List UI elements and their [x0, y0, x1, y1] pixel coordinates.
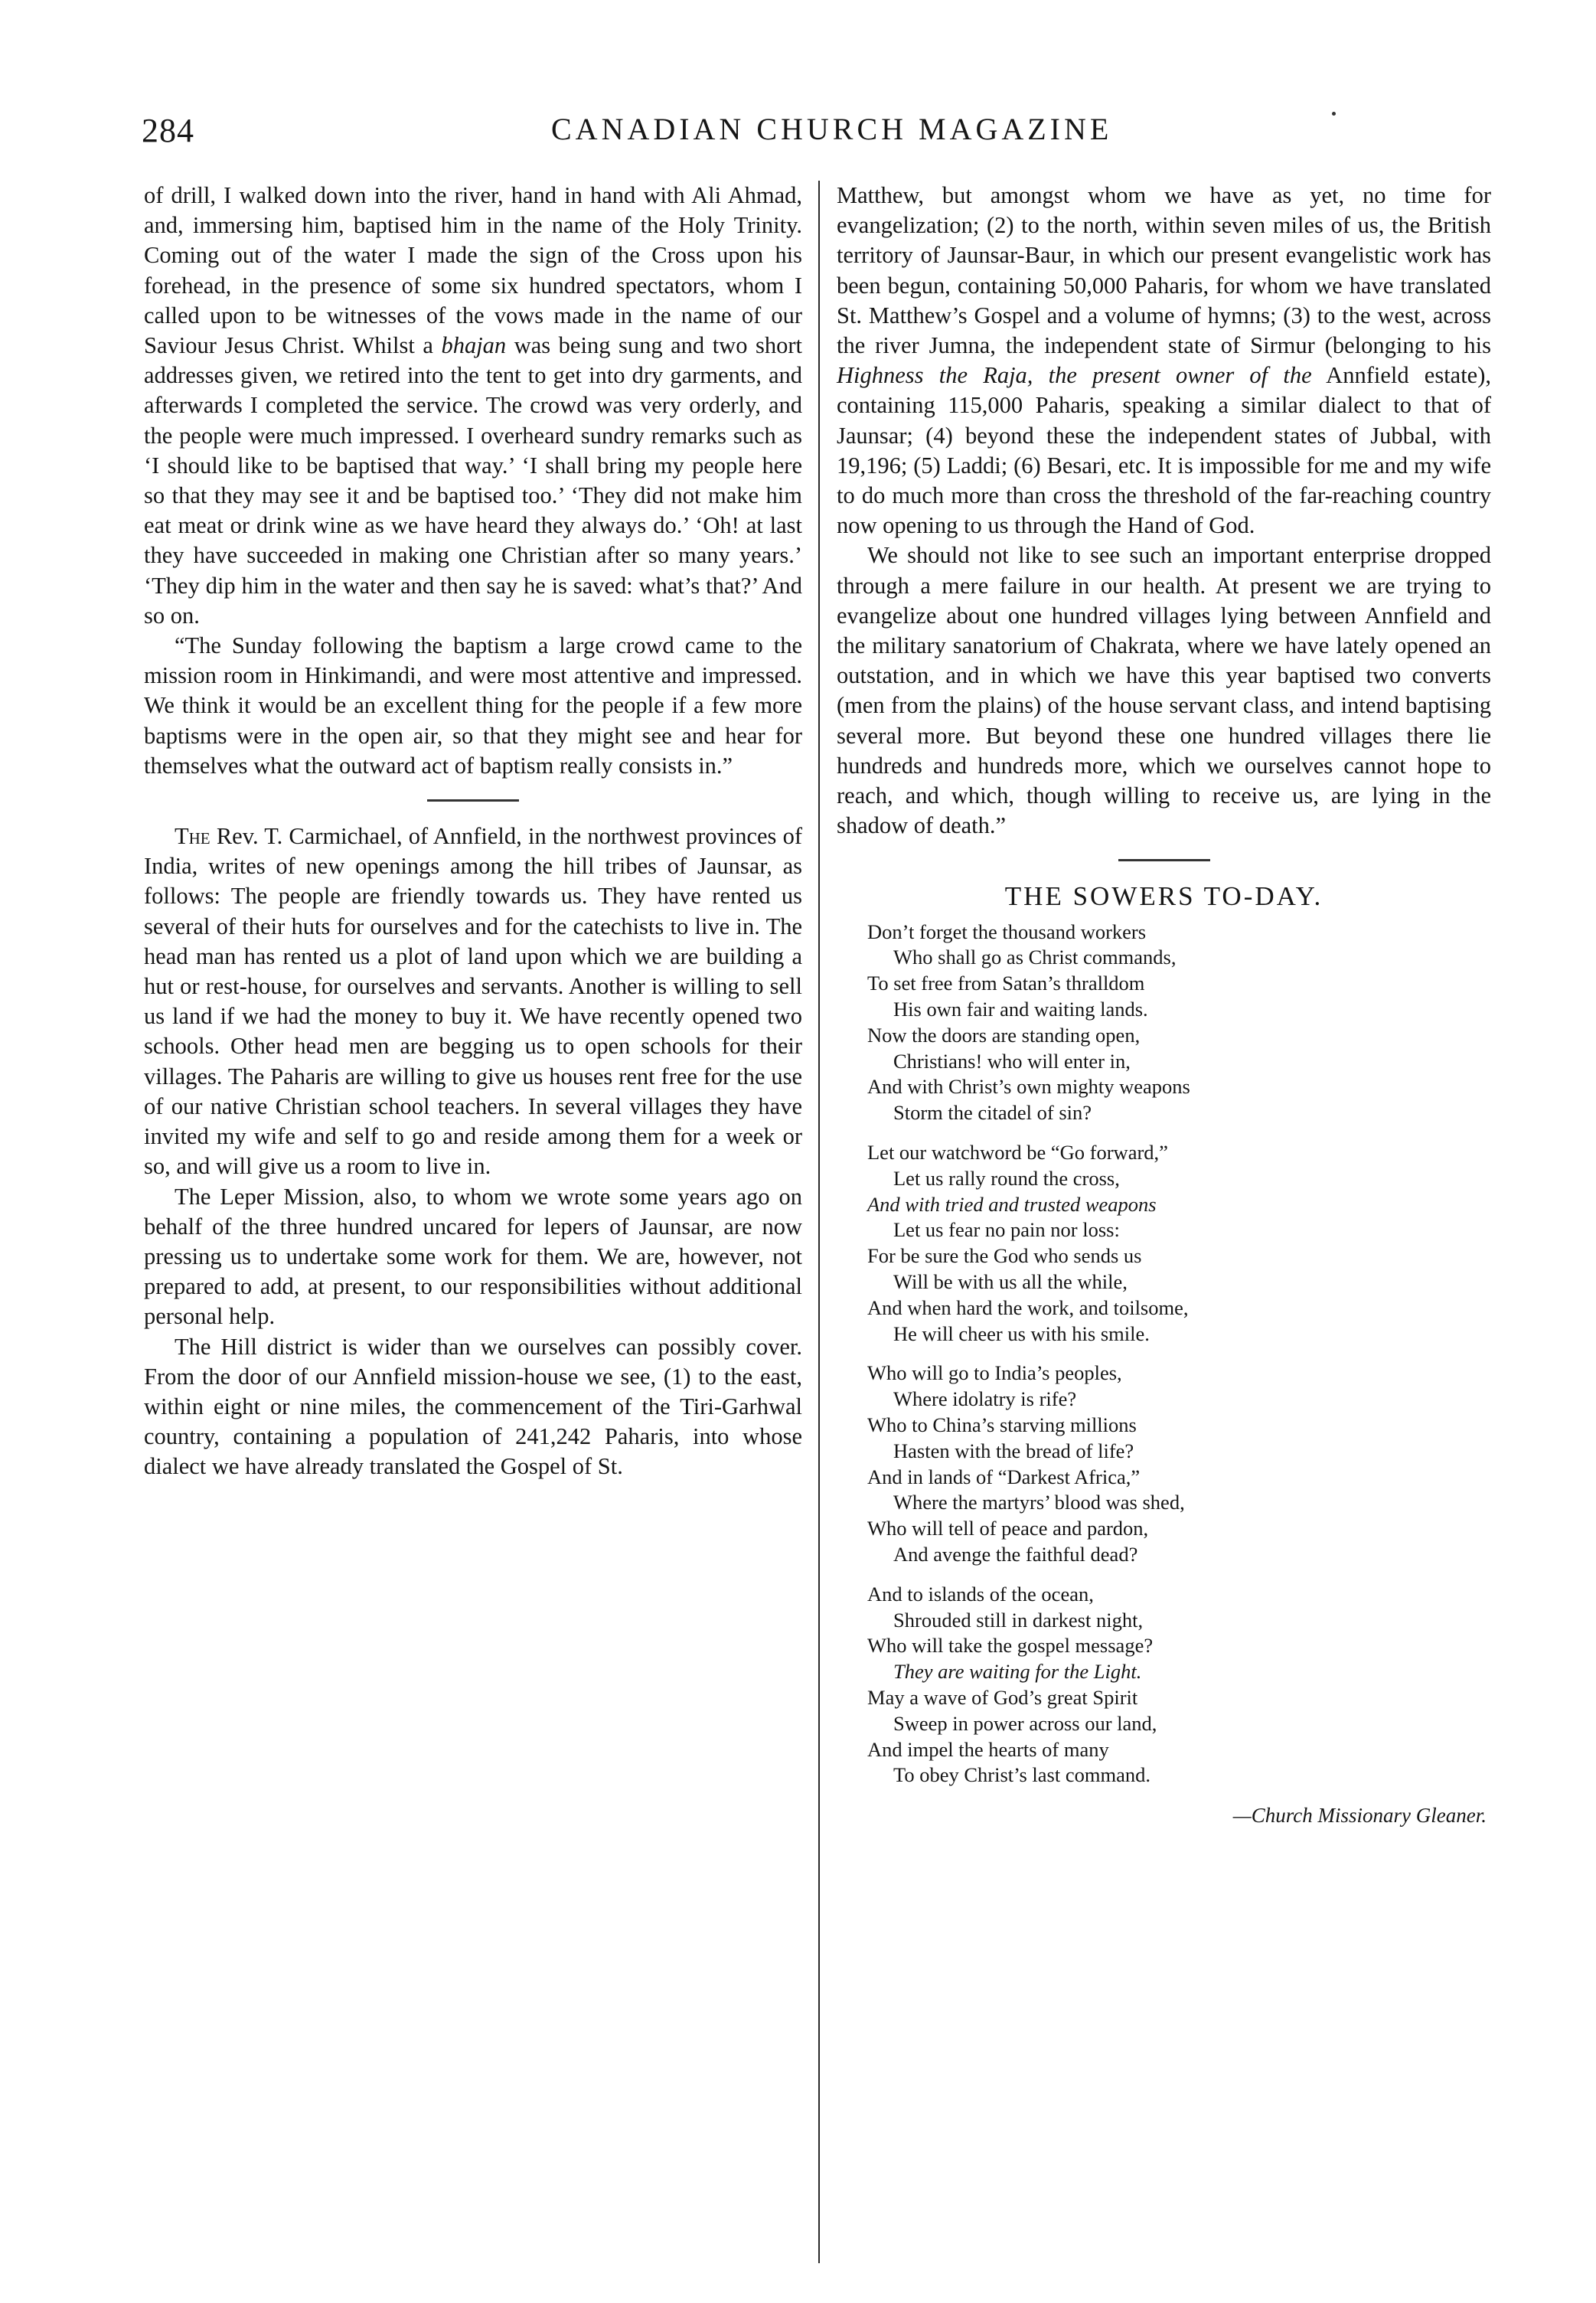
poem-line: Where idolatry is rife? [893, 1387, 1077, 1411]
left-column [144, 181, 802, 1482]
poem-line: May a wave of God’s great Spirit [867, 1685, 1138, 1709]
poem-line: To set free from Satan’s thralldom [867, 972, 1145, 995]
poem-line: His own fair and waiting lands. [893, 998, 1148, 1021]
poem-line: Who to China’s starving millions [867, 1413, 1137, 1437]
poem-body [837, 920, 1491, 1789]
poem-line: Let our watchword be “Go forward,” [867, 1141, 1168, 1165]
paragraph: The Leper Mission, also, to whom we wrote some years ago on behalf of the three hundred uncared for lepers of Jaunsar, are now pressing us to undertake some work for them. We are, however, not prepared to add, at present, to our responsibilities without additional personal help. [144, 1183, 802, 1330]
paragraph: of drill, I walked down into the river, hand in hand with Ali Ahmad, and, immersing him, baptised him in the name of the Holy Trinity. Coming out of the water I made the sign of the Cross upon his forehead, in the presence of some six hundred spectators, whom I called upon to be witnesses of the vows made in the name of our Saviour Jesus Christ. Whilst a bhajan was being sung and two short addresses given, we retired into the tent to get into dry garments, and afterwards I completed the service. The crowd was very orderly, and the people were much impressed. I overheard sundry remarks such as ‘I should like to be baptised that way.’ ‘I shall bring my people here so that they may see it and be baptised too.’ ‘They did not make him eat meat or drink wine as we have heard they always do.’ ‘Oh! at last they have succeeded in making one Christian after so many years.’ ‘They dip him in the water and then say he is saved: what’s that?’ And so on. [144, 182, 802, 629]
poem-line: Where the martyrs’ blood was shed, [893, 1491, 1185, 1514]
poem-line: Don’t forget the thousand workers [867, 920, 1147, 943]
poem-line: And when hard the work, and toilsome, [867, 1295, 1189, 1319]
poem-credit: —Church Missionary Gleaner. [1232, 1804, 1487, 1828]
ink-speck [1332, 112, 1336, 116]
poem-line: Storm the citadel of sin? [893, 1101, 1092, 1125]
poem-line: And with tried and trusted weapons [867, 1192, 1157, 1216]
poem-line: Who will tell of peace and pardon, [867, 1517, 1149, 1540]
poem-line: Sweep in power across our land, [893, 1711, 1157, 1735]
poem-line: Will be with us all the while, [893, 1270, 1128, 1294]
section-separator [427, 799, 519, 802]
poem-line: And in lands of “Darkest Africa,” [867, 1465, 1141, 1488]
poem-stanza [867, 1361, 1491, 1567]
poem-stanza [867, 920, 1491, 1126]
poem-line: Hasten with the bread of life? [893, 1439, 1134, 1462]
page-number: 284 [142, 112, 194, 149]
right-column [837, 181, 1491, 1828]
poem-line: To obey Christ’s last command. [893, 1763, 1150, 1787]
running-title: CANADIAN CHURCH MAGAZINE [551, 112, 1113, 146]
poem-line: Let us fear no pain nor loss: [893, 1218, 1120, 1242]
paragraph: “The Sunday following the baptism a large crowd came to the mission room in Hinkimandi, and were most attentive and impressed. We think it would be an excellent thing for the people if a few more baptisms were in the open air, so that they might see and hear for themselves what the outward act of baptism really consists in.” [144, 632, 802, 779]
paragraph: The Hill district is wider than we ourselves can possibly cover. From the door of our Annfield mission-house we see, (1) to the east, within eight or nine miles, the commencement of the Tiri-Garhwal country, containing a population of 241,242 Paharis, into whose dialect we have already translated the Gospel of St. [144, 1333, 802, 1480]
paragraph: The Rev. T. Carmichael, of Annfield, in the northwest provinces of India, writes of new openings among the hill tribes of Jaunsar, as follows: The people are friendly towards us. They have rented us several of their huts for ourselves and for the catechists to live in. The head man has rented us a plot of land upon which we are building a hut or rest-house, for ourselves and servants. Another is willing to sell us land if we had the money to buy it. We have recently opened two schools. Other head men are begging us to open schools for their villages. The Paharis are willing to give us houses rent free for the use of our native Christian school teachers. In several villages they have invited my wife and self to go and reside among them for a week or so, and will give us a room to live in. [144, 823, 802, 1180]
page-header [0, 111, 1596, 165]
poem-line: Christians! who will enter in, [893, 1049, 1131, 1073]
poem-title: THE SOWERS TO-DAY. [1004, 881, 1323, 912]
paragraph: Matthew, but amongst whom we have as yet, no time for evangelization; (2) to the north, within seven miles of us, the British territory of Jaunsar-Baur, in which our present evangelistic work has been begun, containing 50,000 Paharis, for whom we have translated St. Matthew’s Gospel and a volume of hymns; (3) to the west, across the river Jumna, the independent state of Sirmur (belonging to his Highness the Raja, the present owner of the Annfield estate), containing 115,000 Paharis, speaking a similar dialect to that of Jaunsar; (4) beyond these the independent states of Jubbal, with 19,196; (5) Laddi; (6) Besari, etc. It is impossible for me and my wife to do much more than cross the threshold of the far-reaching country now opening to us through the Hand of God. [837, 182, 1492, 539]
poem-line: And with Christ’s own mighty weapons [867, 1075, 1190, 1099]
poem-line: Who will take the gospel message? [867, 1634, 1154, 1658]
poem-stanza [867, 1140, 1491, 1347]
poem-line: Who will go to India’s peoples, [867, 1361, 1122, 1385]
poem-line: For be sure the God who sends us [867, 1244, 1142, 1268]
poem-stanza [867, 1582, 1491, 1788]
poem-line: And to islands of the ocean, [867, 1582, 1094, 1606]
poem-line: They are waiting for the Light. [893, 1660, 1142, 1684]
poem-line: Who shall go as Christ commands, [893, 946, 1177, 969]
poem-line: And avenge the faithful dead? [893, 1543, 1138, 1566]
section-separator [1118, 859, 1210, 861]
poem-line: Let us rally round the cross, [893, 1166, 1120, 1190]
column-rule [818, 181, 820, 2263]
poem-line: Shrouded still in darkest night, [893, 1608, 1144, 1632]
poem-line: Now the doors are standing open, [867, 1023, 1141, 1047]
poem-line: And impel the hearts of many [867, 1737, 1109, 1761]
paragraph: We should not like to see such an important enterprise dropped through a mere failure in our health. At present we are trying to evangelize about one hundred villages lying between Annfield and the military sanatorium of Chakrata, where we have lately opened an outstation, and in which we have this year baptised two converts (men from the plains) of the house servant class, and intend baptising several more. But beyond these one hundred villages there lie hundreds and hundreds more, which we ourselves cannot hope to reach, and which, though willing to receive us, are lying in the shadow of death.” [837, 542, 1491, 839]
poem-line: He will cheer us with his smile. [893, 1321, 1150, 1345]
